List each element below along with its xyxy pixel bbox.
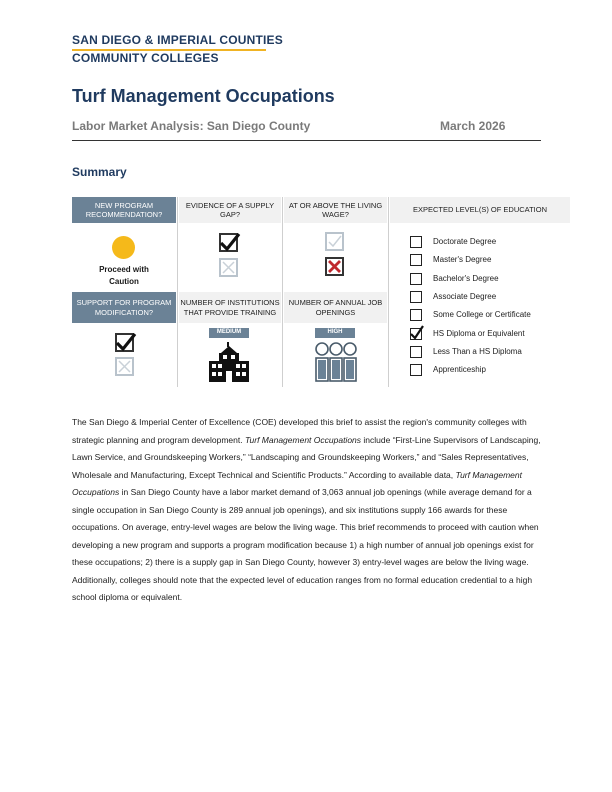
education-label: Bachelor's Degree bbox=[433, 273, 499, 283]
education-label: Some College or Certificate bbox=[433, 310, 531, 320]
education-checkbox bbox=[410, 309, 422, 321]
education-checkbox bbox=[410, 254, 422, 266]
living-wage-yes-checkbox bbox=[325, 232, 344, 251]
column-separator bbox=[282, 197, 283, 387]
header-job-openings: NUMBER OF ANNUAL JOB OPENINGS bbox=[284, 292, 387, 323]
education-checkbox bbox=[410, 328, 422, 340]
header-support-modification: SUPPORT FOR PROGRAM MODIFICATION? bbox=[72, 292, 176, 323]
education-label: Associate Degree bbox=[433, 291, 497, 301]
body-text-1: The San Diego & Imperial Center of Excellence (COE) developed this brief to assist the region's community colleges with strategic planning and program development. bbox=[72, 417, 527, 445]
education-checkbox bbox=[410, 236, 422, 248]
report-date: March 2026 bbox=[440, 119, 506, 133]
checkmark-icon bbox=[115, 333, 134, 352]
institutions-level-badge: MEDIUM bbox=[209, 328, 249, 338]
occupation-name-2: Turf Management Occupations bbox=[72, 469, 522, 497]
brand-line-1: SAN DIEGO & IMPERIAL COUNTIES bbox=[72, 33, 283, 47]
header-supply-gap: EVIDENCE OF A SUPPLY GAP? bbox=[179, 197, 281, 223]
recommendation-text: Proceed with Caution bbox=[99, 265, 149, 286]
column-separator bbox=[177, 197, 178, 387]
body-paragraph bbox=[72, 414, 542, 607]
job-openings-level-badge: HIGH bbox=[315, 328, 355, 338]
education-label: Master's Degree bbox=[433, 255, 492, 265]
education-checkbox bbox=[410, 291, 422, 303]
faded-cross-icon bbox=[117, 359, 132, 374]
faded-cross-icon bbox=[221, 260, 236, 275]
supply-gap-no-checkbox bbox=[219, 258, 238, 277]
education-checkbox bbox=[410, 346, 422, 358]
checkmark-icon bbox=[219, 233, 238, 252]
education-label: Doctorate Degree bbox=[433, 237, 497, 246]
title-divider bbox=[72, 140, 541, 141]
checkmark-icon bbox=[410, 326, 424, 340]
recommendation-circle-icon bbox=[112, 236, 135, 259]
header-living-wage: AT OR ABOVE THE LIVING WAGE? bbox=[284, 197, 387, 223]
summary-heading: Summary bbox=[72, 165, 127, 179]
faded-check-icon bbox=[327, 234, 342, 249]
education-label: Apprenticeship bbox=[433, 365, 486, 375]
people-group-icon bbox=[315, 342, 357, 382]
support-no-checkbox bbox=[115, 357, 134, 376]
education-label: HS Diploma or Equivalent bbox=[433, 328, 525, 338]
body-text-3: in San Diego County have a labor market demand of 3,063 annual job openings (while average demand for a single occupation in San Diego County is 289 annual job openings), and six institutions supply 166 awards for these occupations. On average, entry-level wages are below the living wage. This brief recommends to proceed with caution when developing a new program and supports a program modification because 1) a high number of annual job openings exist for these occupations; 2) there is a supply gap in San Diego County, however 3) entry-level wages are below the living wage. Additionally, colleges should note that the expected level of education ranges from no formal education credential to a high school diploma or equivalent. bbox=[72, 487, 539, 602]
header-new-program: NEW PROGRAM RECOMMENDATION? bbox=[72, 197, 176, 223]
page-subtitle: Labor Market Analysis: San Diego County bbox=[72, 119, 311, 133]
living-wage-no-checkbox bbox=[325, 257, 344, 276]
occupation-name-1: Turf Management Occupations bbox=[244, 434, 362, 445]
column-separator bbox=[388, 197, 389, 387]
education-checkbox bbox=[410, 364, 422, 376]
support-yes-checkbox bbox=[115, 333, 134, 352]
header-institutions: NUMBER OF INSTITUTIONS THAT PROVIDE TRAINING bbox=[179, 292, 281, 323]
supply-gap-yes-checkbox bbox=[219, 233, 238, 252]
body-text-2: include “First-Line Supervisors of Landscaping, Lawn Service, and Groundskeeping Workers,” “Landscaping and Groundskeeping Workers,” and “Sales Representatives, Wholesale and Manufacturing, Except Technical and Scientific Products.” According to available data, bbox=[72, 434, 541, 480]
header-education: EXPECTED LEVEL(S) OF EDUCATION bbox=[390, 197, 570, 223]
school-building-icon bbox=[209, 342, 249, 382]
brand-line-2: COMMUNITY COLLEGES bbox=[72, 51, 219, 65]
education-label: Less Than a HS Diploma bbox=[433, 346, 522, 356]
page-title: Turf Management Occupations bbox=[72, 86, 335, 106]
education-checkbox bbox=[410, 273, 422, 285]
red-cross-icon bbox=[327, 259, 342, 274]
